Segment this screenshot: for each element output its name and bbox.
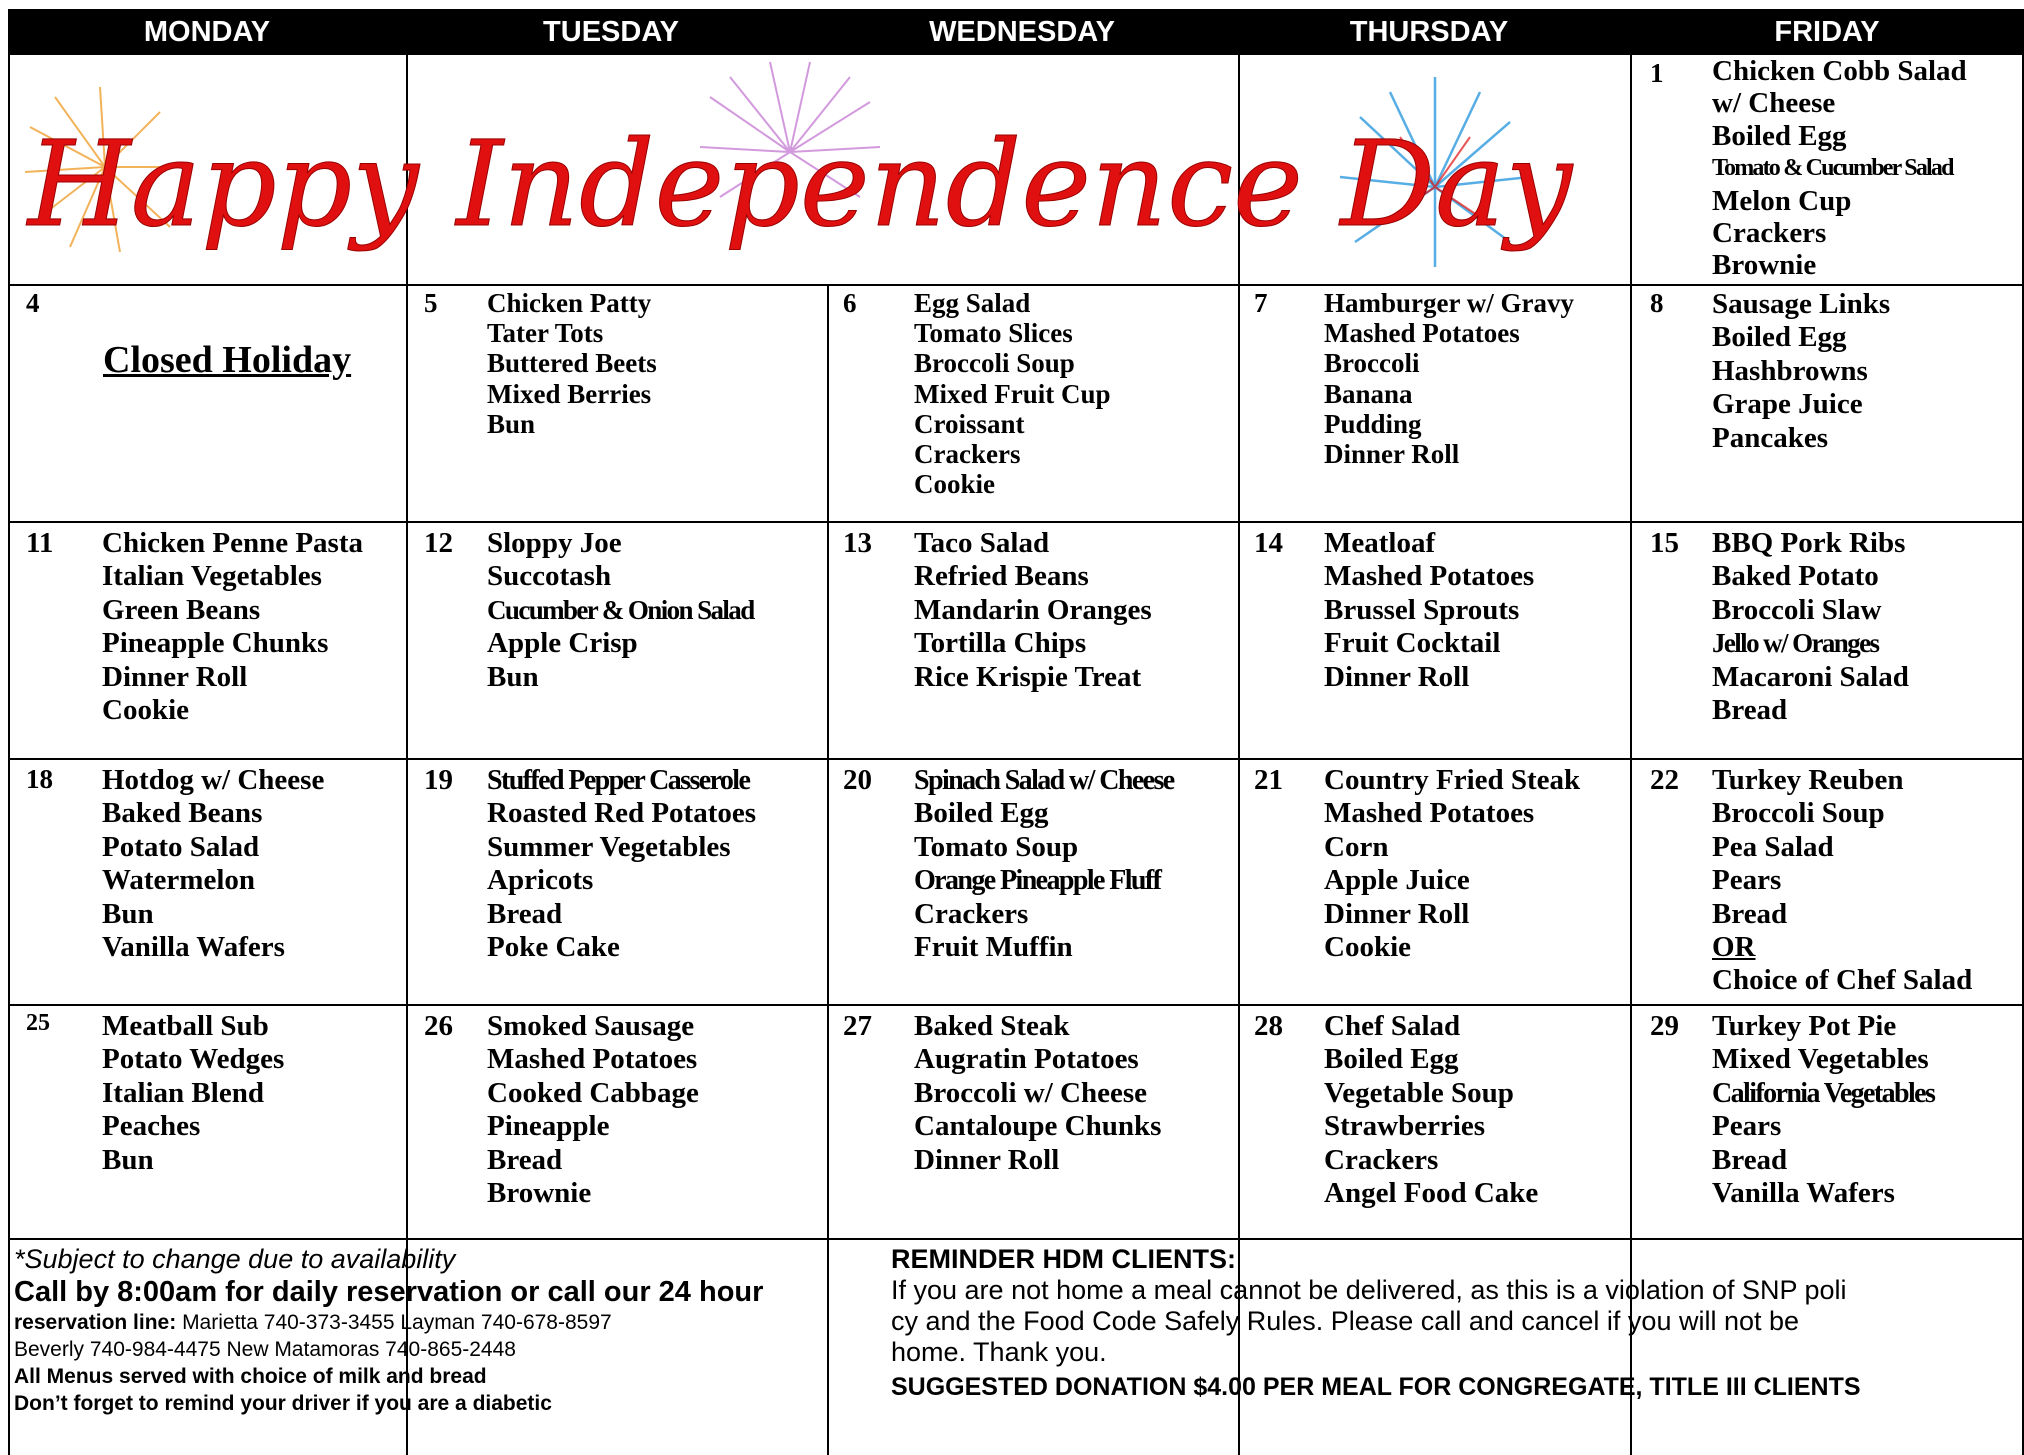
menu-item: Grape Juice	[1712, 388, 1863, 421]
menu-item: Cantaloupe Chunks	[914, 1110, 1162, 1143]
menu-item: Cooked Cabbage	[487, 1076, 699, 1109]
day-number: 14	[1254, 527, 1283, 559]
menu-item: Fruit Cocktail	[1324, 627, 1501, 660]
menu-item: Bread	[1712, 897, 1788, 930]
day-header-wednesday: WEDNESDAY	[929, 16, 1115, 48]
menu-item: Meatloaf	[1324, 527, 1436, 559]
menu-item: Italian Blend	[102, 1076, 264, 1109]
day-number: 6	[843, 288, 857, 318]
day-number: 18	[26, 764, 53, 794]
day-cell-14	[1240, 523, 1630, 758]
menu-item: Brownie	[1712, 249, 1817, 282]
day-cell-20	[829, 760, 1238, 1004]
day-number: 29	[1650, 1010, 1679, 1042]
menu-item: Spinach Salad w/ Cheese	[914, 765, 1174, 796]
reservation-line-1	[14, 1309, 763, 1336]
menu-items	[487, 527, 754, 694]
menu-items	[1712, 1010, 1934, 1210]
row-divider	[8, 1238, 2024, 1240]
menu-items	[487, 764, 756, 964]
menu-item: California Vegetables	[1712, 1077, 1935, 1109]
menu-item: Buttered Beets	[487, 348, 657, 379]
menu-items	[1712, 527, 1909, 727]
menu-item: Pears	[1712, 864, 1782, 897]
independence-day-banner	[10, 57, 1630, 281]
menu-item: Pea Salad	[1712, 830, 1834, 863]
reminder-line-2: cy and the Food Code Safely Rules. Please call and cancel if you will not be	[891, 1306, 1800, 1336]
footer-reminder	[891, 1244, 2024, 1403]
day-cell-22	[1632, 760, 2024, 1004]
menu-item: Cookie	[914, 469, 995, 500]
fireworks-illustration	[10, 57, 1630, 281]
menu-item: Apple Juice	[1324, 864, 1470, 897]
menu-item: Dinner Roll	[1324, 660, 1470, 693]
menu-item: Green Beans	[102, 593, 261, 626]
day-cell-15	[1632, 523, 2024, 758]
menu-items	[914, 288, 1111, 499]
menu-item: Brussel Sprouts	[1324, 593, 1520, 626]
menu-item: Boiled Egg	[1712, 321, 1847, 354]
day-number: 22	[1650, 764, 1679, 796]
menu-item: Country Fried Steak	[1324, 764, 1581, 796]
menu-item: Taco Salad	[914, 527, 1050, 559]
menu-item: Chicken Cobb Salad	[1712, 55, 1967, 87]
day-cell-29	[1632, 1006, 2024, 1238]
menu-item: Angel Food Cake	[1324, 1177, 1539, 1210]
menu-items	[1712, 288, 1890, 455]
call-instructions: Call by 8:00am for daily reservation or call our 24 hour	[14, 1276, 764, 1308]
menu-item: Fruit Muffin	[914, 931, 1073, 964]
availability-note: *Subject to change due to availability	[14, 1244, 456, 1274]
menu-item: Bun	[487, 408, 536, 439]
menu-item: Mixed Berries	[487, 378, 652, 409]
menu-item: Succotash	[487, 560, 612, 593]
day-cell-21	[1240, 760, 1630, 1004]
menu-item: Hamburger w/ Gravy	[1324, 288, 1574, 318]
menu-item: Bun	[102, 1143, 154, 1176]
menu-item: Pudding	[1324, 408, 1422, 439]
menu-item: Dinner Roll	[1324, 439, 1460, 470]
menu-item: Melon Cup	[1712, 184, 1852, 217]
reminder-title: REMINDER HDM CLIENTS:	[891, 1244, 1236, 1274]
menu-item: Tomato Soup	[914, 830, 1079, 863]
menu-items	[102, 1010, 284, 1177]
day-number: 21	[1254, 764, 1283, 796]
day-cell-1	[1632, 55, 2024, 284]
menu-items	[487, 288, 657, 439]
day-cell-19	[408, 760, 827, 1004]
menu-item: Vanilla Wafers	[1712, 1177, 1895, 1210]
day-cell-4	[10, 286, 406, 521]
menu-item: Crackers	[914, 897, 1029, 930]
menu-items	[487, 1010, 699, 1210]
menu-item: Hashbrowns	[1712, 354, 1868, 387]
day-number: 27	[843, 1010, 872, 1042]
menu-items	[102, 527, 363, 727]
menu-item: Broccoli Soup	[914, 348, 1075, 379]
menu-item: Mashed Potatoes	[1324, 797, 1535, 830]
menu-item: Cookie	[1324, 931, 1411, 964]
menu-item: Turkey Reuben	[1712, 764, 1904, 796]
day-cell-28	[1240, 1006, 1630, 1238]
menu-item: Dinner Roll	[102, 660, 248, 693]
menu-item: Tomato Slices	[914, 318, 1073, 349]
menu-item: Chicken Penne Pasta	[102, 527, 363, 559]
menu-item: Bread	[487, 897, 563, 930]
phone-numbers: Marietta 740-373-3455 Layman 740-678-8597	[176, 1311, 612, 1334]
menu-item: Poke Cake	[487, 931, 620, 964]
menu-item: Bun	[487, 660, 539, 693]
footer-reservation-info	[14, 1243, 763, 1417]
day-number: 26	[424, 1010, 453, 1042]
menu-item: Broccoli Slaw	[1712, 593, 1882, 626]
day-number: 19	[424, 764, 453, 796]
menu-items	[1324, 527, 1534, 694]
menu-item: Crackers	[1324, 1143, 1439, 1176]
day-cell-18	[10, 760, 406, 1004]
menu-item: Brownie	[487, 1177, 592, 1210]
reminder-line-3: home. Thank you.	[891, 1337, 1107, 1367]
menu-item: Croissant	[914, 408, 1025, 439]
menu-item: Potato Salad	[102, 830, 260, 863]
day-header-monday: MONDAY	[143, 16, 271, 48]
menu-item: Tortilla Chips	[914, 627, 1087, 660]
menu-item: Apricots	[487, 864, 594, 897]
day-cell-26	[408, 1006, 827, 1238]
menu-item: Bun	[102, 897, 154, 930]
menu-item: Mixed Vegetables	[1712, 1043, 1929, 1076]
menu-item: Hotdog w/ Cheese	[102, 764, 325, 796]
menu-item: Sausage Links	[1712, 288, 1891, 320]
diabetic-note: Don’t forget to remind your driver if you are a diabetic	[14, 1392, 552, 1415]
menu-item: Mashed Potatoes	[1324, 318, 1520, 349]
day-number: 4	[26, 288, 40, 318]
menu-item: Augratin Potatoes	[914, 1043, 1139, 1076]
menu-item: Vanilla Wafers	[102, 931, 285, 964]
menu-item: Vegetable Soup	[1324, 1076, 1514, 1109]
weekday-header	[8, 9, 2024, 55]
menu-item: Strawberries	[1324, 1110, 1486, 1143]
menu-item: Bread	[1712, 694, 1788, 727]
menu-item: Watermelon	[102, 864, 256, 897]
menu-items	[102, 764, 324, 964]
menu-item: Mixed Fruit Cup	[914, 378, 1111, 409]
day-number: 25	[26, 1010, 50, 1036]
menu-item: Tomato & Cucumber Salad	[1712, 155, 1953, 182]
menu-items	[1712, 55, 1967, 282]
menu-item: Macaroni Salad	[1712, 660, 1909, 693]
menu-item: Broccoli	[1324, 348, 1420, 379]
menu-item: Baked Steak	[914, 1010, 1070, 1042]
menu-item: Boiled Egg	[1324, 1043, 1459, 1076]
menu-item: Boiled Egg	[914, 797, 1049, 830]
day-cell-11	[10, 523, 406, 758]
milk-bread-note: All Menus served with choice of milk and bread	[14, 1365, 487, 1388]
menu-item: Orange Pineapple Fluff	[914, 865, 1161, 897]
menu-items	[1712, 764, 1972, 998]
menu-items	[1324, 1010, 1538, 1210]
day-cell-7	[1240, 286, 1630, 521]
day-cell-25	[10, 1006, 406, 1238]
menu-item: Bread	[487, 1143, 563, 1176]
menu-item: Dinner Roll	[914, 1143, 1060, 1176]
menu-item: Broccoli Soup	[1712, 797, 1885, 830]
menu-item: Turkey Pot Pie	[1712, 1010, 1897, 1042]
menu-item: Pancakes	[1712, 421, 1828, 454]
menu-item: Dinner Roll	[1324, 897, 1470, 930]
menu-item: Broccoli w/ Cheese	[914, 1076, 1148, 1109]
menu-item: Chef Salad	[1324, 1010, 1461, 1042]
menu-items	[1324, 288, 1574, 469]
menu-item: w/ Cheese	[1712, 87, 1836, 120]
menu-item: OR	[1712, 931, 1756, 964]
menu-item: Roasted Red Potatoes	[487, 797, 757, 830]
menu-item: Crackers	[914, 439, 1021, 470]
menu-item: Pears	[1712, 1110, 1782, 1143]
day-number: 13	[843, 527, 872, 559]
menu-items	[914, 527, 1152, 694]
day-cell-8	[1632, 286, 2024, 521]
day-number: 5	[424, 288, 438, 318]
menu-item: Pineapple	[487, 1110, 610, 1143]
menu-item: Boiled Egg	[1712, 119, 1847, 152]
menu-item: Bread	[1712, 1143, 1788, 1176]
menu-item: Baked Potato	[1712, 560, 1879, 593]
day-number: 11	[26, 527, 54, 559]
menu-item: Crackers	[1712, 217, 1827, 250]
menu-item: Rice Krispie Treat	[914, 660, 1142, 693]
menu-item: Refried Beans	[914, 560, 1089, 593]
reminder-line-1: If you are not home a meal cannot be delivered, as this is a violation of SNP poli	[891, 1275, 1847, 1305]
day-number: 28	[1254, 1010, 1283, 1042]
menu-item: Stuffed Pepper Casserole	[487, 765, 750, 796]
day-number: 7	[1254, 288, 1268, 318]
menu-item: Choice of Chef Salad	[1712, 964, 1973, 997]
menu-item: Chicken Patty	[487, 288, 652, 318]
day-number: 12	[424, 527, 453, 559]
day-header-thursday: THURSDAY	[1349, 16, 1509, 48]
closed-holiday-label: Closed Holiday	[103, 339, 352, 381]
day-header-tuesday: TUESDAY	[543, 16, 679, 48]
day-cell-27	[829, 1006, 1238, 1238]
day-number: 1	[1650, 58, 1664, 88]
menu-items	[1324, 764, 1580, 964]
menu-item: Cookie	[102, 694, 189, 727]
menu-item: Summer Vegetables	[487, 830, 731, 863]
menu-item: Smoked Sausage	[487, 1010, 695, 1042]
menu-items	[914, 764, 1174, 964]
day-cell-5	[408, 286, 827, 521]
menu-item: Mashed Potatoes	[1324, 560, 1535, 593]
day-number: 15	[1650, 527, 1679, 559]
menu-item: Pineapple Chunks	[102, 627, 329, 660]
menu-item: Apple Crisp	[487, 627, 638, 660]
menu-item: Potato Wedges	[102, 1043, 285, 1076]
day-number: 20	[843, 764, 872, 796]
menu-item: Egg Salad	[914, 288, 1031, 318]
menu-item: Peaches	[102, 1110, 201, 1143]
menu-item: Italian Vegetables	[102, 560, 322, 593]
menu-item: Mashed Potatoes	[487, 1043, 698, 1076]
day-cell-6	[829, 286, 1238, 521]
day-cell-13	[829, 523, 1238, 758]
day-number: 8	[1650, 288, 1664, 318]
reservation-line-label: reservation line:	[14, 1311, 177, 1334]
suggested-donation: SUGGESTED DONATION $4.00 PER MEAL FOR CONGREGATE, TITLE III CLIENTS	[891, 1373, 1861, 1401]
menu-item: BBQ Pork Ribs	[1712, 527, 1906, 559]
menu-item: Corn	[1324, 830, 1389, 863]
day-cell-12	[408, 523, 827, 758]
menu-item: Cucumber & Onion Salad	[487, 594, 754, 625]
banner-title: Happy Independence Day	[27, 115, 1573, 253]
menu-item: Jello w/ Oranges	[1712, 628, 1879, 659]
reservation-line-2: Beverly 740-984-4475 New Matamoras 740-865-2448	[14, 1338, 516, 1361]
menu-item: Banana	[1324, 378, 1413, 409]
menu-item: Meatball Sub	[102, 1010, 269, 1042]
day-header-friday: FRIDAY	[1774, 16, 1880, 48]
menu-item: Tater Tots	[487, 318, 604, 349]
menu-items	[914, 1010, 1161, 1177]
menu-item: Mandarin Oranges	[914, 593, 1152, 626]
menu-item: Sloppy Joe	[487, 527, 622, 559]
menu-item: Baked Beans	[102, 797, 263, 830]
